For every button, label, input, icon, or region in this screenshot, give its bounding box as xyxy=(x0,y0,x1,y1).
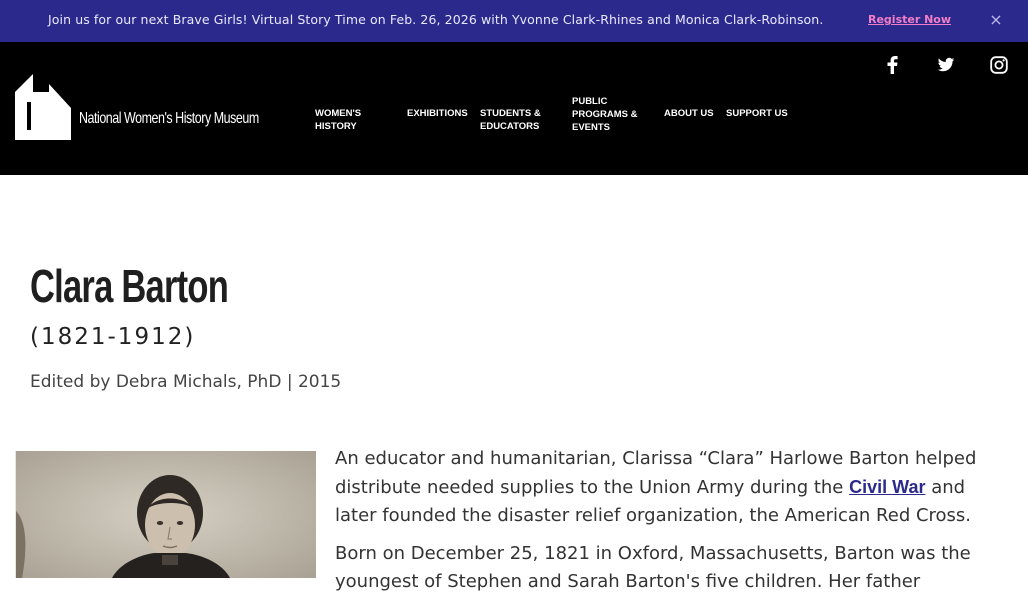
nav-label: STUDENTS & xyxy=(480,108,541,119)
site-header xyxy=(0,42,1028,175)
close-icon[interactable]: × xyxy=(989,10,1003,29)
nav-label: PROGRAMS & xyxy=(572,109,638,120)
portrait-image xyxy=(15,451,315,578)
nav-womens-history[interactable] xyxy=(315,107,361,133)
instagram-icon[interactable] xyxy=(990,56,1008,74)
banner-text: Join us for our next Brave Girls! Virtual Story Time on Feb. 26, 2026 with Yvonne Clark-Rhines and Monica Clark-Robinson. xyxy=(48,12,824,27)
nav-label: HISTORY xyxy=(315,121,357,132)
nav-support-us[interactable] xyxy=(726,107,788,120)
nav-label: ABOUT US xyxy=(664,108,714,119)
nav-label: WOMEN'S xyxy=(315,108,362,119)
nav-about-us[interactable] xyxy=(664,107,714,120)
life-years: (1821-1912) xyxy=(30,324,196,350)
civil-war-link[interactable]: Civil War xyxy=(849,477,926,497)
logo-mark-icon xyxy=(15,74,270,144)
register-now-link[interactable]: Register Now xyxy=(868,13,952,26)
facebook-icon[interactable] xyxy=(884,56,902,74)
nav-label: PUBLIC xyxy=(572,96,608,107)
twitter-icon[interactable] xyxy=(937,56,955,74)
nav-label: EXHIBITIONS xyxy=(407,108,468,119)
nav-label: EVENTS xyxy=(572,122,611,133)
page-title: Clara Barton xyxy=(30,260,229,312)
article-paragraph-1 xyxy=(335,445,1005,530)
nav-exhibitions[interactable] xyxy=(407,107,468,120)
nav-label: SUPPORT US xyxy=(726,108,788,119)
paragraph-text: An educator and humanitarian, Clarissa “Clara” Harlowe Barton helped distribute needed supplies to the Union Army during the xyxy=(335,448,977,498)
nav-public-programs[interactable] xyxy=(572,95,637,134)
site-logo[interactable] xyxy=(15,74,270,144)
nav-label: EDUCATORS xyxy=(480,121,540,132)
paragraph-text: and later founded the disaster relief organization, the American Red Cross. xyxy=(335,477,972,526)
nav-students-educators[interactable] xyxy=(480,107,541,133)
byline: Edited by Debra Michals, PhD | 2015 xyxy=(30,372,342,392)
logo-text: National Women's History Museum xyxy=(79,110,259,127)
announcement-banner xyxy=(0,0,1028,42)
article-paragraph-2: Born on December 25, 1821 in Oxford, Massachusetts, Barton was the youngest of Stephen and Sarah Barton's five children. Her father xyxy=(335,543,971,592)
